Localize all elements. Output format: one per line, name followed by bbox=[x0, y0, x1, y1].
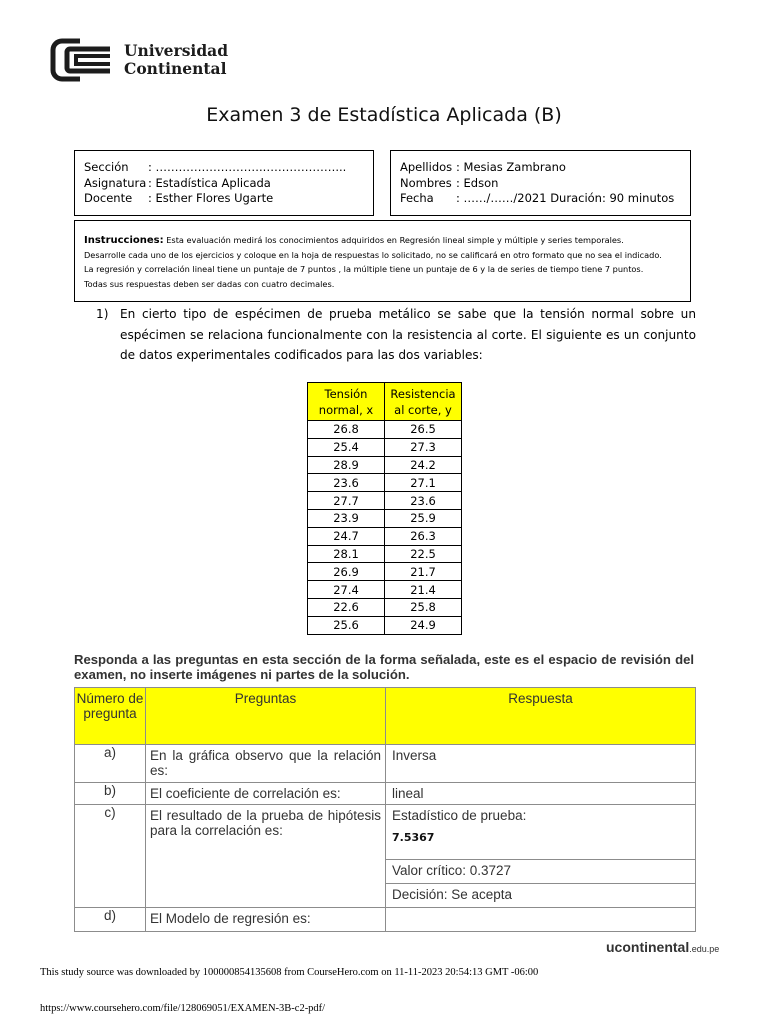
answer-question-d: El Modelo de regresión es: bbox=[146, 908, 386, 932]
surname-label: Apellidos bbox=[400, 160, 453, 174]
test-statistic-label: Estadístico de prueba: bbox=[392, 808, 527, 823]
table-row bbox=[308, 421, 462, 439]
y-cell: 21.4 bbox=[385, 581, 462, 599]
answer-row-d bbox=[75, 908, 696, 932]
teacher-row bbox=[84, 191, 373, 207]
x-cell: 26.8 bbox=[308, 421, 385, 439]
table-row bbox=[308, 563, 462, 581]
section-row bbox=[84, 160, 373, 176]
answer-number-b: b) bbox=[75, 783, 146, 805]
answer-response-c-statistic[interactable] bbox=[386, 805, 696, 860]
subject-label: Asignatura bbox=[84, 175, 147, 190]
instructions-box bbox=[74, 220, 691, 302]
instructions-heading: Instrucciones: bbox=[84, 235, 164, 246]
answer-response-a[interactable]: Inversa bbox=[386, 745, 696, 783]
question-1 bbox=[96, 304, 696, 366]
y-cell: 26.5 bbox=[385, 421, 462, 439]
exam-title: Examen 3 de Estadística Aplicada (B) bbox=[206, 104, 562, 126]
name-label: Nombres bbox=[400, 175, 452, 190]
table-row bbox=[308, 598, 462, 616]
x-cell: 28.9 bbox=[308, 456, 385, 474]
brand-logo bbox=[606, 939, 719, 955]
table-row bbox=[308, 509, 462, 527]
surname-row bbox=[400, 160, 690, 176]
y-cell: 22.5 bbox=[385, 545, 462, 563]
data-table-header-row bbox=[308, 383, 462, 421]
table-row bbox=[308, 581, 462, 599]
x-cell: 23.9 bbox=[308, 509, 385, 527]
test-statistic-value: 7.5367 bbox=[392, 831, 435, 844]
y-cell: 26.3 bbox=[385, 527, 462, 545]
subject-value: : Estadística Aplicada bbox=[148, 175, 271, 190]
answer-response-b[interactable]: lineal bbox=[386, 783, 696, 805]
x-cell: 27.4 bbox=[308, 581, 385, 599]
answer-table bbox=[74, 687, 696, 932]
instructions-line-4: Todas sus respuestas deben ser dadas con cuatro decimales. bbox=[84, 278, 335, 289]
response-instructions: Responda a las preguntas en esta sección de la forma señalada, este es el espacio de revisión del examen, no inserte imágenes ni partes de la solución. bbox=[74, 652, 694, 682]
subject-row bbox=[84, 176, 373, 192]
x-cell: 23.6 bbox=[308, 474, 385, 492]
date-label: Fecha bbox=[400, 191, 434, 205]
data-header-y: Resistencia al corte, y bbox=[385, 383, 462, 421]
question-1-number: 1) bbox=[96, 307, 109, 321]
x-cell: 25.6 bbox=[308, 616, 385, 634]
logo-line-2: Continental bbox=[124, 59, 227, 78]
name-row bbox=[400, 176, 690, 192]
answer-response-c-critical[interactable]: Valor crítico: 0.3727 bbox=[386, 860, 696, 884]
table-row bbox=[308, 527, 462, 545]
answer-question-b: El coeficiente de correlación es: bbox=[146, 783, 386, 805]
y-cell: 24.2 bbox=[385, 456, 462, 474]
student-info-box bbox=[390, 150, 691, 216]
x-cell: 26.9 bbox=[308, 563, 385, 581]
x-cell: 27.7 bbox=[308, 492, 385, 510]
y-cell: 25.9 bbox=[385, 509, 462, 527]
answer-question-c: El resultado de la prueba de hipótesis para la correlación es: bbox=[146, 805, 386, 908]
y-cell: 24.9 bbox=[385, 616, 462, 634]
y-cell: 23.6 bbox=[385, 492, 462, 510]
table-row bbox=[308, 456, 462, 474]
answer-number-c: c) bbox=[75, 805, 146, 908]
table-row bbox=[308, 545, 462, 563]
x-cell: 22.6 bbox=[308, 598, 385, 616]
y-cell: 25.8 bbox=[385, 598, 462, 616]
x-cell: 28.1 bbox=[308, 545, 385, 563]
answer-response-d[interactable] bbox=[386, 908, 696, 932]
table-row bbox=[308, 474, 462, 492]
instructions-line-3: La regresión y correlación lineal tiene un puntaje de 7 puntos , la múltiple tiene un puntaje de 6 y la de series de tiempo tiene 7 puntos. bbox=[84, 264, 644, 275]
answer-header-questions: Preguntas bbox=[146, 688, 386, 745]
answer-number-a: a) bbox=[75, 745, 146, 783]
x-cell: 25.4 bbox=[308, 438, 385, 456]
x-cell: 24.7 bbox=[308, 527, 385, 545]
logo-line-1: Universidad bbox=[124, 41, 229, 60]
table-row bbox=[308, 616, 462, 634]
teacher-value: : Esther Flores Ugarte bbox=[148, 191, 274, 205]
brand-main: ucontinental bbox=[606, 939, 690, 955]
table-row bbox=[308, 492, 462, 510]
y-cell: 21.7 bbox=[385, 563, 462, 581]
logo-text bbox=[124, 42, 228, 78]
answer-header-number: Número de pregunta bbox=[75, 688, 146, 745]
question-1-text: En cierto tipo de espécimen de prueba metálico se sabe que la tensión normal sobre un espécimen se relaciona funcionalmente con la resistencia al corte. El siguiente es un conjunto de datos experimentales codificados para las dos variables: bbox=[120, 307, 696, 362]
data-table bbox=[307, 382, 462, 635]
date-value: : ……/……/2021 Duración: 90 minutos bbox=[456, 191, 675, 205]
instructions-line-2: Desarrolle cada uno de los ejercicios y coloque en la hoja de respuestas lo solicitado, no se calificará en otro formato que no sea el indicado. bbox=[84, 250, 662, 261]
table-row bbox=[308, 438, 462, 456]
university-logo-icon bbox=[50, 38, 112, 82]
course-info-box bbox=[74, 150, 374, 216]
university-logo bbox=[50, 38, 228, 82]
name-value: : Edson bbox=[456, 175, 499, 190]
y-cell: 27.1 bbox=[385, 474, 462, 492]
instructions-text-1: Esta evaluación medirá los conocimientos adquiridos en Regresión lineal simple y múltiple y series temporales. bbox=[166, 235, 624, 245]
section-label: Sección bbox=[84, 160, 129, 174]
surname-value: : Mesias Zambrano bbox=[456, 160, 566, 174]
answer-question-a: En la gráfica observo que la relación es: bbox=[146, 745, 386, 783]
answer-response-c-decision[interactable]: Decisión: Se acepta bbox=[386, 884, 696, 908]
source-url[interactable]: https://www.coursehero.com/file/128069051/EXAMEN-3B-c2-pdf/ bbox=[40, 1003, 326, 1014]
answer-number-d: d) bbox=[75, 908, 146, 932]
answer-row-b bbox=[75, 783, 696, 805]
answer-header-response: Respuesta bbox=[386, 688, 696, 745]
answer-row-c bbox=[75, 805, 696, 860]
instructions-line-1 bbox=[84, 233, 690, 248]
answer-row-a bbox=[75, 745, 696, 783]
y-cell: 27.3 bbox=[385, 438, 462, 456]
answer-header-row bbox=[75, 688, 696, 745]
date-row bbox=[400, 191, 690, 207]
teacher-label: Docente bbox=[84, 191, 133, 205]
data-header-x: Tensión normal, x bbox=[308, 383, 385, 421]
download-notice: This study source was downloaded by 100000854135608 from CourseHero.com on 11-11-2023 20:54:13 GMT -06:00 bbox=[40, 967, 539, 978]
brand-suffix: .edu.pe bbox=[689, 944, 720, 954]
section-value: : ………………………..………………... bbox=[148, 160, 347, 174]
